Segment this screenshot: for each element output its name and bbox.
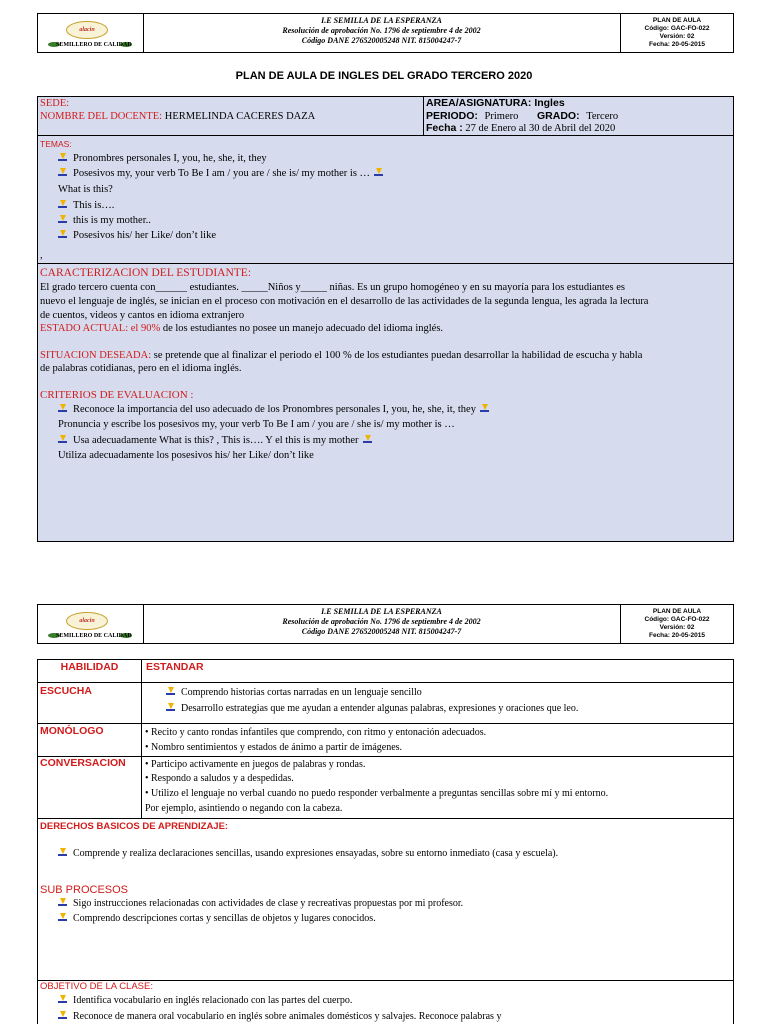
logo-caption: SEMILLERO DE CALIDAD: [56, 42, 132, 48]
col-habilidad: HABILIDAD: [60, 661, 119, 673]
fecha-row: [426, 122, 615, 135]
fecha-label: Fecha :: [426, 122, 463, 134]
document-meta: [621, 14, 733, 52]
escucha-item: Desarrollo estrategias que me ayudan a entender algunas palabras, expresiones y oraciones que leo.: [166, 702, 578, 716]
tema-item: this is my mother..: [58, 214, 151, 227]
dane-text: Código DANE 276520005248 NIT. 815004247-7: [301, 36, 462, 45]
bullet-arrow-icon: [58, 215, 67, 224]
caracterizacion-line: de cuentos, videos y cantos en idioma extranjero: [40, 310, 245, 321]
conversacion-item: • Participo activamente en juegos de palabras y rondas.: [145, 759, 366, 770]
tema-item: Posesivos my, your verb To Be I am / you are / she is/ my mother is …: [58, 167, 383, 180]
situacion-line: de palabras cotidianas, pero en el idioma inglés.: [40, 363, 242, 374]
bullet-arrow-icon: [58, 898, 67, 907]
monologo-item: • Recito y canto rondas infantiles que comprendo, con ritmo y entonación adecuados.: [145, 727, 487, 738]
bullet-arrow-icon: [166, 687, 175, 696]
doc-title: PLAN DE AULA: [652, 17, 702, 24]
bullet-arrow-icon: [58, 435, 67, 444]
objetivo-item: Reconoce de manera oral vocabulario en inglés sobre animales domésticos y salvajes. Reconoce palabras y: [58, 1010, 501, 1024]
resolution-text: Resolución de aprobación No. 1796 de septiembre 4 de 2002: [282, 617, 481, 626]
tema-item: What is this?: [58, 184, 113, 195]
conversacion-item: Por ejemplo, asintiendo o negando con la cabeza.: [145, 803, 343, 814]
conversacion-item: • Utilizo el lenguaje no verbal cuando no puedo responder verbalmente a preguntas sencillas sobre mí y mi entorno.: [145, 788, 609, 799]
docente-row: [40, 110, 315, 123]
resolution-text: Resolución de aprobación No. 1796 de septiembre 4 de 2002: [282, 26, 481, 35]
grado-label: GRADO:: [537, 110, 580, 122]
logo-caption: SEMILLERO DE CALIDAD: [56, 633, 132, 639]
area-row: [426, 97, 565, 110]
stray-comma: ,: [40, 250, 43, 261]
criterio-item: Usa adecuadamente What is this? , This is…. Y el this is my mother: [58, 434, 372, 447]
tema-item: Posesivos his/ her Like/ don’t like: [58, 229, 216, 242]
bullet-arrow-icon: [58, 913, 67, 922]
bullet-arrow-icon: [166, 703, 175, 712]
sede-label: SEDE:: [40, 98, 70, 109]
objetivo-label: OBJETIVO DE LA CLASE:: [40, 981, 153, 992]
monologo-item: • Nombro sentimientos y estados de ánimo a partir de imágenes.: [145, 742, 403, 753]
bullet-arrow-icon: [374, 168, 383, 177]
bullet-arrow-icon: [58, 168, 67, 177]
doc-date: Fecha: 20-05-2015: [648, 41, 705, 48]
doc-version: Versión: 02: [659, 33, 695, 40]
docente-value: HERMELINDA CACERES DAZA: [164, 111, 316, 122]
tema-item: This is….: [58, 199, 114, 212]
school-name: I.E SEMILLA DE LA ESPERANZA: [321, 607, 442, 616]
school-info: [143, 605, 621, 643]
bullet-arrow-icon: [58, 153, 67, 162]
monologo-label: MONÓLOGO: [40, 725, 104, 737]
bullet-arrow-icon: [58, 995, 67, 1004]
estado-percent: el 90%: [130, 323, 161, 334]
grado-value: Tercero: [586, 111, 619, 122]
document-header-2: [37, 604, 734, 644]
bullet-arrow-icon: [58, 1011, 67, 1020]
page-title: PLAN DE AULA DE INGLES DEL GRADO TERCERO 2020: [235, 70, 533, 82]
estado-text: de los estudiantes no posee un manejo adecuado del idioma inglés.: [162, 323, 444, 334]
conversacion-item: • Respondo a saludos y a despedidas.: [145, 773, 294, 784]
temas-label: TEMAS:: [40, 139, 72, 149]
estado-row: [40, 322, 443, 335]
escucha-item: Comprendo historias cortas narradas en un lenguaje sencillo: [166, 686, 422, 700]
bullet-arrow-icon: [480, 404, 489, 413]
bullet-arrow-icon: [363, 435, 372, 444]
escucha-label: ESCUCHA: [40, 685, 92, 697]
col-estandar: ESTANDAR: [146, 661, 204, 673]
school-name: I.E SEMILLA DE LA ESPERANZA: [321, 16, 442, 25]
bullet-arrow-icon: [58, 200, 67, 209]
bullet-arrow-icon: [58, 848, 67, 857]
school-logo: [38, 14, 144, 52]
caracterizacion-line: nuevo el lenguaje de inglés, se inician en el proceso con motivación en el desarrollo de las actividades de la segunda lengua, les agrada la lectura: [40, 296, 649, 307]
subproceso-item: Sigo instrucciones relacionadas con actividades de clase y recreativas propuestas por mi profesor.: [58, 897, 463, 911]
bullet-arrow-icon: [58, 404, 67, 413]
dba-item: Comprende y realiza declaraciones sencillas, usando expresiones ensayadas, sobre su entorno inmediato (casa y escuela).: [58, 847, 558, 861]
caracterizacion-line: El grado tercero cuenta con______ estudiantes. _____Niños y_____ niñas. Es un grupo homogéneo y en su mayoría para los estudiantes es: [40, 282, 625, 293]
area-value: Ingles: [534, 97, 565, 109]
criterios-label: CRITERIOS DE EVALUACION :: [40, 389, 194, 401]
dane-text: Código DANE 276520005248 NIT. 815004247-7: [301, 627, 462, 636]
tema-item: Pronombres personales I, you, he, she, it, they: [58, 152, 267, 165]
situacion-label: SITUACION DESEADA:: [40, 350, 152, 361]
school-logo: [38, 605, 144, 643]
criterio-item: Pronuncia y escribe los posesivos my, your verb To Be I am / you are / she is/ my mother is …: [58, 419, 455, 430]
periodo-value: Primero: [484, 111, 519, 122]
caracterizacion-label: CARACTERIZACION DEL ESTUDIANTE:: [40, 267, 252, 279]
estado-label: ESTADO ACTUAL:: [40, 323, 129, 334]
dba-label: DERECHOS BASICOS DE APRENDIZAJE:: [40, 821, 229, 832]
school-info: [143, 14, 621, 52]
subproceso-item: Comprendo descripciones cortas y sencillas de objetos y lugares conocidos.: [58, 912, 376, 926]
logo-emblem: alacin: [66, 21, 108, 39]
docente-label: NOMBRE DEL DOCENTE:: [40, 111, 163, 122]
periodo-label: PERIODO:: [426, 110, 478, 122]
document-header: [37, 13, 734, 53]
logo-emblem: alacin: [66, 612, 108, 630]
situacion-row: SITUACION DESEADA: se pretende que al finalizar el periodo el 100 % de los estudiantes puedan desarrollar la habilidad de escucha y habla: [40, 350, 643, 361]
criterio-item: Utiliza adecuadamente los posesivos his/ her Like/ don’t like: [58, 450, 314, 461]
doc-date: Fecha: 20-05-2015: [648, 632, 705, 639]
plan-box: [37, 96, 734, 542]
doc-title: PLAN DE AULA: [652, 608, 702, 615]
criterio-item: Reconoce la importancia del uso adecuado de los Pronombres personales I, you, he, she, it, they: [58, 403, 489, 416]
fecha-value: 27 de Enero al 30 de Abril del 2020: [465, 123, 616, 134]
objetivo-item: Identifica vocabulario en inglés relacionado con las partes del cuerpo.: [58, 994, 352, 1008]
area-label: AREA/ASIGNATURA:: [426, 97, 532, 109]
subprocesos-label: SUB PROCESOS: [40, 884, 129, 896]
document-meta: [621, 605, 733, 643]
standards-table: [37, 659, 734, 1024]
doc-version: Versión: 02: [659, 624, 695, 631]
doc-code: Código: GAC-FO-022: [644, 616, 710, 623]
doc-code: Código: GAC-FO-022: [644, 25, 710, 32]
conversacion-label: CONVERSACION: [40, 757, 126, 769]
bullet-arrow-icon: [58, 230, 67, 239]
